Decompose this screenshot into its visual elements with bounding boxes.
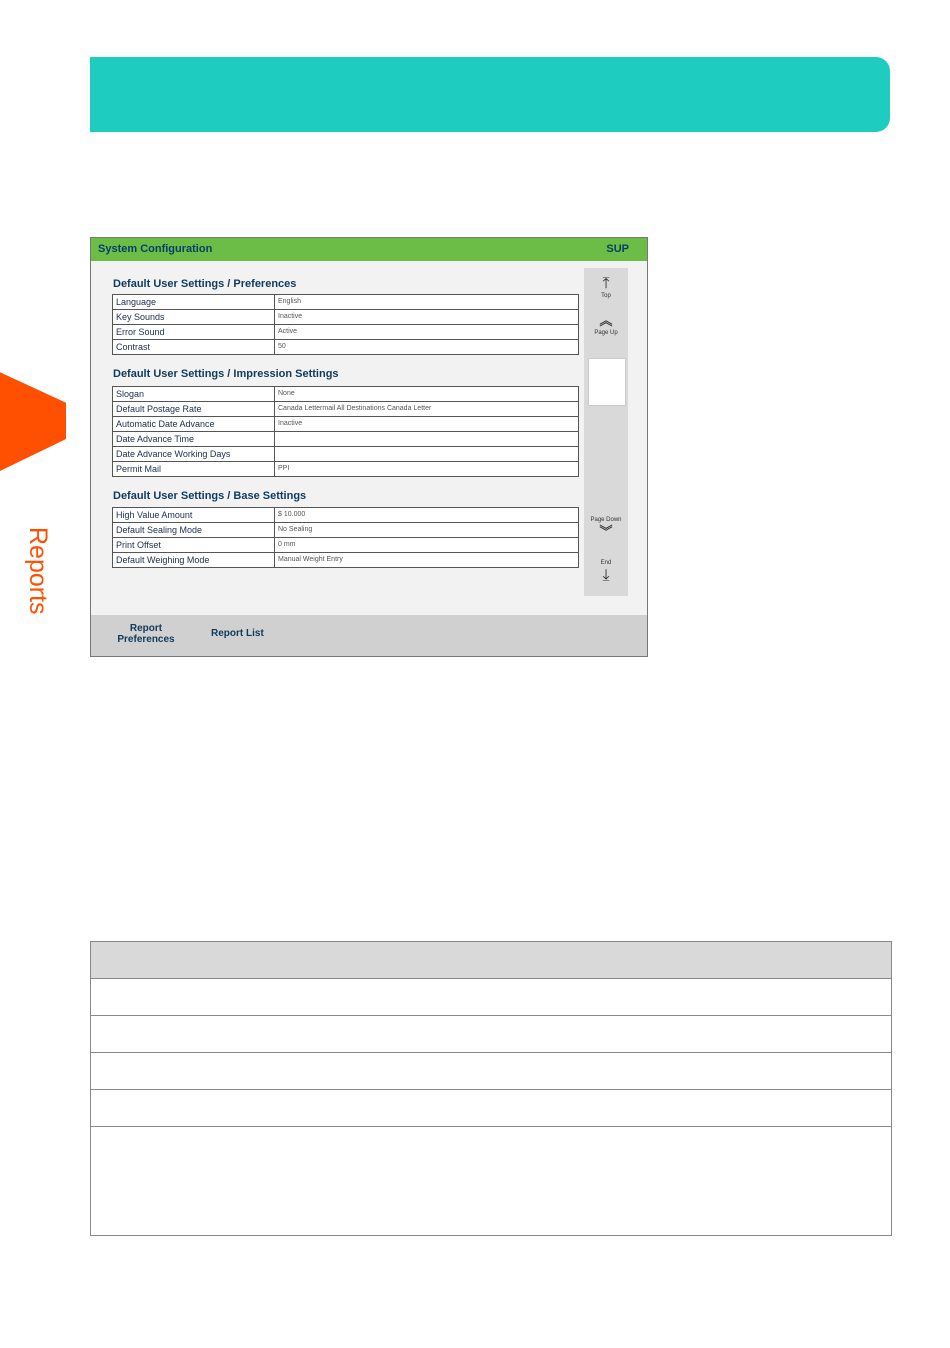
table-row [113, 447, 579, 462]
row-value: None [275, 387, 579, 402]
row-value: Canada Lettermail All Destinations Canada Letter [275, 402, 579, 417]
table-header-row [91, 942, 892, 979]
screen-titlebar [91, 238, 647, 261]
table-row [91, 979, 892, 1016]
row-value: Inactive [275, 310, 579, 325]
table-row [113, 553, 579, 568]
page-up-button[interactable] [584, 313, 628, 336]
table-row [113, 417, 579, 432]
table-row [113, 402, 579, 417]
row-label: Date Advance Time [113, 432, 275, 447]
row-value [275, 432, 579, 447]
double-chevron-down-icon: ︾ [599, 524, 613, 539]
row-label: Contrast [113, 340, 275, 355]
scroll-end-button[interactable] [584, 559, 628, 584]
table-row [113, 325, 579, 340]
row-value: Active [275, 325, 579, 340]
scroll-top-label: Top [601, 293, 611, 299]
section-side-label: Reports [24, 527, 52, 615]
row-value: 50 [275, 340, 579, 355]
settings-content [99, 268, 583, 590]
row-label: Slogan [113, 387, 275, 402]
table-row [91, 1127, 892, 1236]
scroll-end-label: End [600, 560, 612, 566]
row-label: Default Postage Rate [113, 402, 275, 417]
row-value: PPI [275, 462, 579, 477]
table-row [91, 1053, 892, 1090]
row-label: Print Offset [113, 538, 275, 553]
side-tab-marker [0, 340, 66, 505]
row-label: Key Sounds [113, 310, 275, 325]
row-value: 0 mm [275, 538, 579, 553]
row-value: English [275, 295, 579, 310]
preferences-table [112, 294, 579, 355]
row-label: Default Sealing Mode [113, 523, 275, 538]
table-cell [91, 1016, 892, 1053]
row-label: High Value Amount [113, 508, 275, 523]
report-preferences-button[interactable] [111, 623, 181, 645]
screen-footer [91, 615, 647, 656]
scroll-panel [584, 268, 628, 596]
table-row [113, 295, 579, 310]
report-preferences-label-line1: Report [129, 623, 163, 634]
section-title-preferences: Default User Settings / Preferences [113, 278, 297, 290]
table-header-cell [91, 942, 892, 979]
arrow-to-bottom-icon: ⤓ [602, 567, 610, 584]
table-row [91, 1016, 892, 1053]
row-label: Date Advance Working Days [113, 447, 275, 462]
table-row [113, 523, 579, 538]
row-value: Inactive [275, 417, 579, 432]
row-label: Automatic Date Advance [113, 417, 275, 432]
table-row [113, 340, 579, 355]
impression-table [112, 386, 579, 477]
page-down-button[interactable] [584, 516, 628, 539]
row-value: $ 10.000 [275, 508, 579, 523]
section-title-base: Default User Settings / Base Settings [113, 490, 307, 502]
table-row [113, 508, 579, 523]
table-cell [91, 1090, 892, 1127]
table-row [113, 432, 579, 447]
screen-title: System Configuration [98, 243, 213, 255]
double-chevron-up-icon: ︽ [599, 313, 613, 328]
row-value: Manual Weight Entry [275, 553, 579, 568]
row-value: No Sealing [275, 523, 579, 538]
report-preferences-label-line2: Preferences [117, 634, 175, 645]
page-up-label: Page Up [594, 330, 618, 336]
row-label: Error Sound [113, 325, 275, 340]
row-label: Default Weighing Mode [113, 553, 275, 568]
table-cell [91, 1053, 892, 1090]
report-list-button[interactable]: Report List [211, 628, 264, 639]
section-title-impression: Default User Settings / Impression Settings [113, 368, 339, 380]
row-label: Permit Mail [113, 462, 275, 477]
table-cell [91, 979, 892, 1016]
row-value [275, 447, 579, 462]
screen-code: SUP [606, 243, 629, 255]
lower-table [90, 941, 892, 1236]
system-configuration-screen [90, 237, 648, 657]
page-down-label: Page Down [590, 517, 622, 523]
base-settings-table [112, 507, 579, 568]
header-banner [90, 57, 890, 132]
table-row [113, 387, 579, 402]
scroll-thumb[interactable] [588, 358, 626, 406]
scroll-top-button[interactable] [584, 276, 628, 299]
table-row [113, 310, 579, 325]
arrow-to-top-icon: ⤒ [602, 275, 610, 292]
table-row [91, 1090, 892, 1127]
table-cell [91, 1127, 892, 1236]
table-row [113, 538, 579, 553]
table-row [113, 462, 579, 477]
row-label: Language [113, 295, 275, 310]
